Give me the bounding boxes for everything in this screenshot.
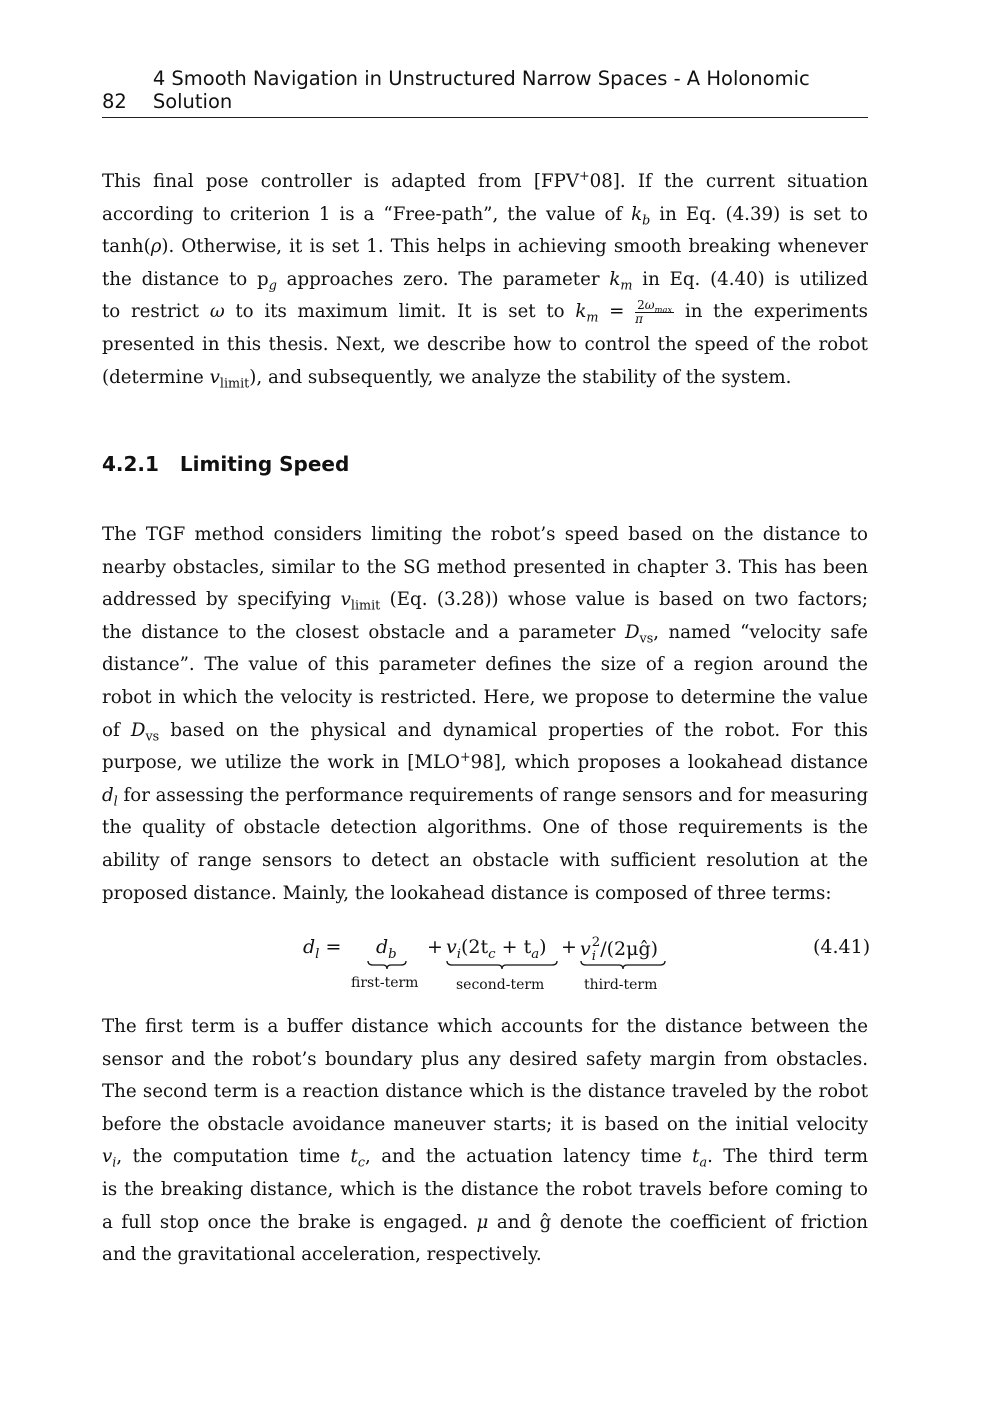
equation-4-41	[0, 930, 1000, 1000]
paragraph-terms: The first term is a buffer distance which accounts for the distance between the sensor and the robot’s boundary plus any desired safety margin from obstacles. The second term is a reaction distance which is the distance traveled by the robot before the obstacle avoidance maneuver starts; it is based on the initial velocity $v_i$, the computation time $t_c$, and the actuation latency time $t_a$. The third term is the breaking distance, which is the distance the robot travels before coming to a full stop once the brake is engaged. μ and ĝ denote the coefficient of friction and the gravitational acceleration, respectively.	[102, 1016, 869, 1266]
underbrace-1	[367, 960, 407, 970]
section-heading	[102, 452, 349, 476]
chapter-title: 4 Smooth Navigation in Unstructured Narrow Spaces - A Holonomic Solution	[152, 67, 810, 113]
page-number: 82	[102, 90, 127, 113]
eq-plus-2: +	[561, 936, 577, 958]
eq-term2: $v_i(2t_c + t_a)$	[446, 936, 547, 962]
paragraph-intro: This final pose controller is adapted from [FPV+08]. If the current situation according to criterion 1 is a “Free-path”, the value of $k_b$ in Eq. (4.39) is set to tanh(ρ). Otherwise, it is set 1. This helps in achieving smooth breaking whenever the distance to $p_g$ approaches zero. The parameter $k_m$ in Eq. (4.40) is utilized to restrict ω to its maximum limit. It is set to $k_m$ = $\frac{2\omega_{max}}{\pi}$ in the experiments presented in this thesis. Next, we describe how to control the speed of the robot (determine $v_{limit}$), and subsequently, we analyze the stability of the system.	[102, 168, 868, 392]
fraction: $\frac{2\omega_{max}}{\pi}$	[635, 297, 673, 326]
section-number: 4.2.1	[102, 452, 159, 476]
underbrace-3	[580, 960, 666, 970]
eq-plus-1: +	[427, 936, 443, 958]
eq-lhs: $d_l$ =	[303, 936, 342, 962]
running-header	[102, 67, 868, 118]
eq-term1: $d_b$	[376, 936, 397, 962]
equation-number: (4.41)	[813, 936, 871, 958]
paragraph-limiting-speed: The TGF method considers limiting the robot’s speed based on the distance to nearby obstacles, similar to the SG method presented in chapter 3. This has been addressed by specifying $v_{limit}$ (Eq. (3.28)) whose value is based on two factors; the distance to the closest obstacle and a parameter $D_{vs}$, named “velocity safe distance”. The value of this parameter defines the size of a region around the robot in which the velocity is restricted. Here, we propose to determine the value of $D_{vs}$ based on the physical and dynamical properties of the robot. For this purpose, we utilize the work in [MLO+98], which proposes a lookahead distance $d_l$ for assessing the performance requirements of range sensors and for measuring the quality of obstacle detection algorithms. One of those requirements is the ability of range sensors to detect an obstacle with sufficient resolution at the proposed distance. Mainly, the lookahead distance is composed of three terms:	[102, 524, 869, 904]
label-first-term: first-term	[351, 975, 419, 991]
label-second-term: second-term	[456, 977, 545, 993]
underbrace-2	[446, 960, 558, 970]
eq-term3: v 2 i /(2μĝ)	[580, 935, 659, 964]
section-title: Limiting Speed	[179, 452, 350, 476]
label-third-term: third-term	[584, 977, 658, 993]
